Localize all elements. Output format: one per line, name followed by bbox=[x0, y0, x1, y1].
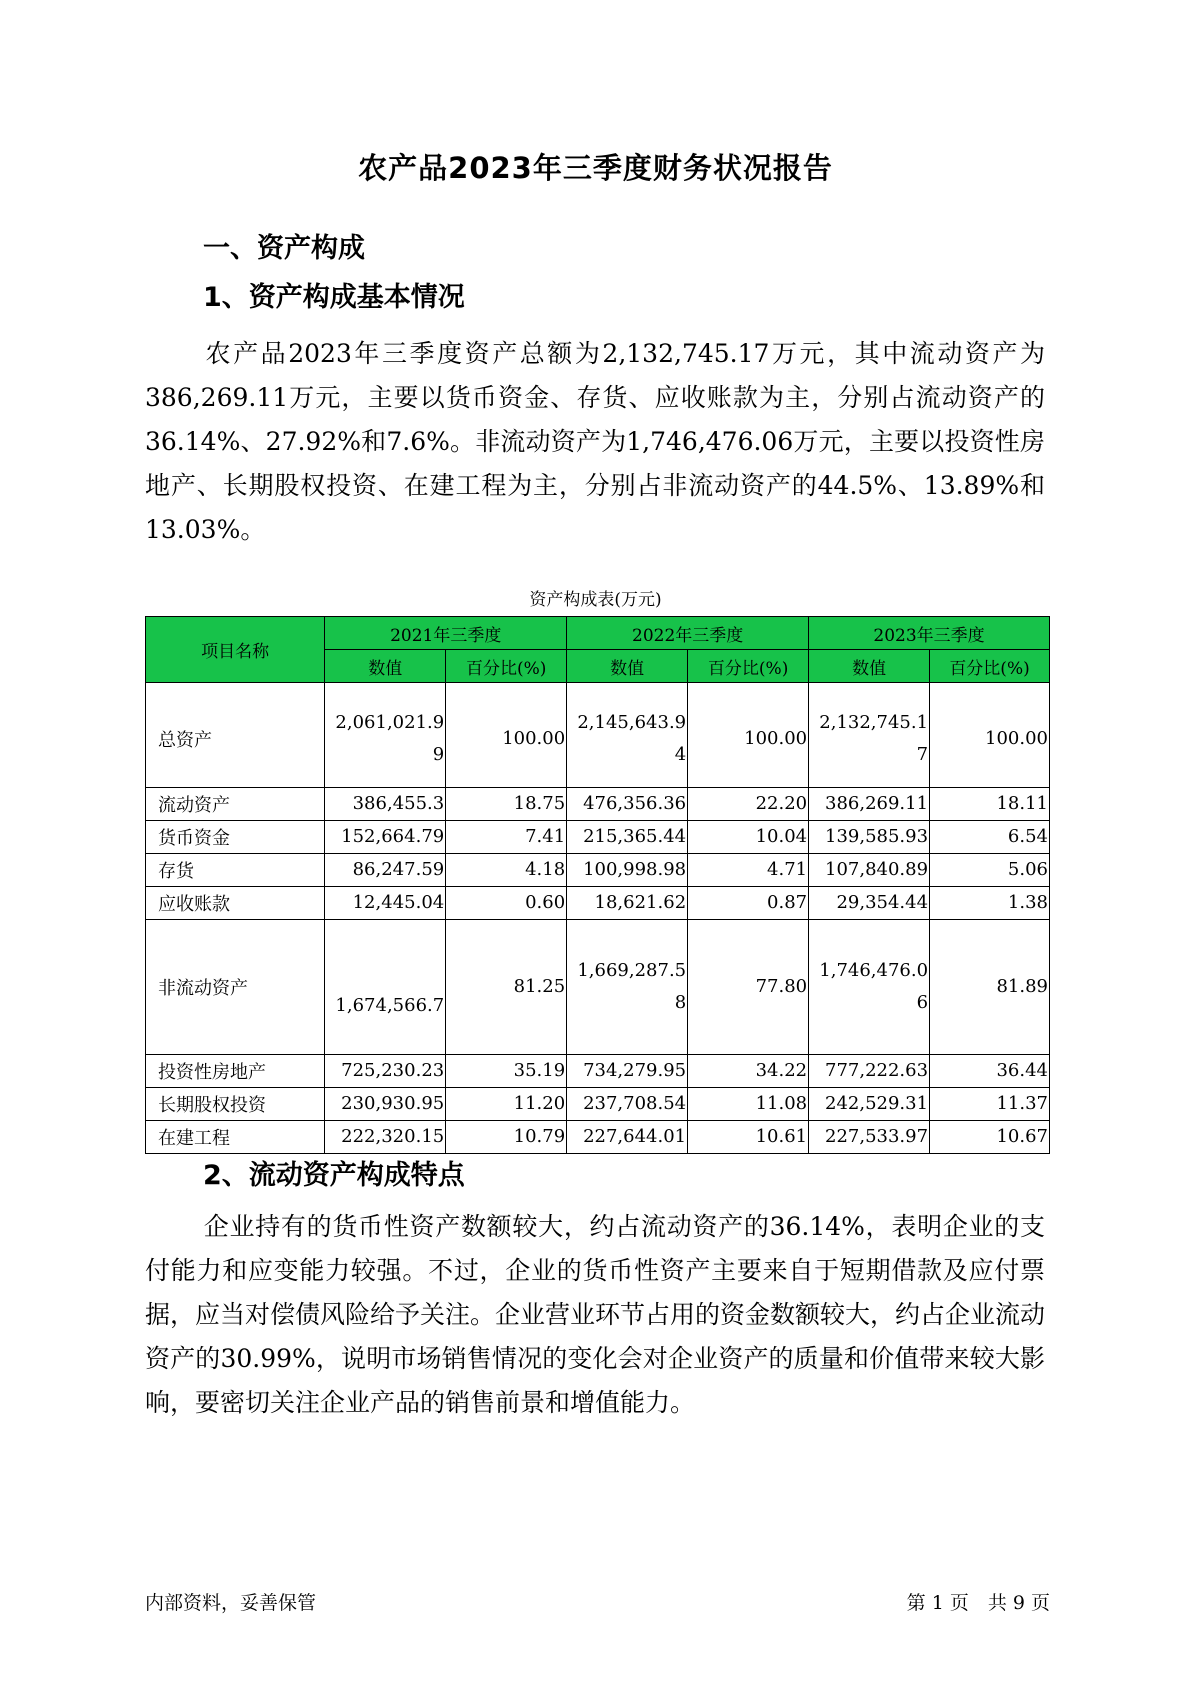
cell-percent-2023: 81.89 bbox=[930, 920, 1050, 1055]
cell-percent-2021: 7.41 bbox=[446, 821, 567, 854]
cell-value-2022: 237,708.54 bbox=[567, 1088, 688, 1121]
table-row bbox=[146, 1088, 1050, 1121]
cell-percent-2023: 6.54 bbox=[930, 821, 1050, 854]
paragraph-text: 农产品2023年三季度资产总额为2,132,745.17万元，其中流动资产为386,269.11万元，主要以货币资金、存货、应收账款为主，分别占流动资产的36.14%、27.92%和7.6%。非流动资产为1,746,476.06万元，主要以投资性房地产、长期股权投资、在建工程为主，分别占非流动资产的44.5%、13.89%和13.03%。 bbox=[145, 339, 1045, 544]
cell-value-2021: 725,230.23 bbox=[325, 1055, 446, 1088]
table-row bbox=[146, 821, 1050, 854]
cell-percent-2023: 18.11 bbox=[930, 788, 1050, 821]
cell-percent-2023: 100.00 bbox=[930, 683, 1050, 788]
cell-value-2021: 230,930.95 bbox=[325, 1088, 446, 1121]
table-row bbox=[146, 920, 1050, 1055]
cell-value-2022: 18,621.62 bbox=[567, 887, 688, 920]
cell-percent-2021: 11.20 bbox=[446, 1088, 567, 1121]
cell-percent-2021: 18.75 bbox=[446, 788, 567, 821]
cell-percent-2023: 10.67 bbox=[930, 1121, 1050, 1154]
cell-value-2022: 215,365.44 bbox=[567, 821, 688, 854]
cell-percent-2022: 77.80 bbox=[688, 920, 809, 1055]
cell-value-2023: 139,585.93 bbox=[809, 821, 930, 854]
cell-value-2023: 227,533.97 bbox=[809, 1121, 930, 1154]
cell-percent-2022: 0.87 bbox=[688, 887, 809, 920]
cell-percent-2021: 81.25 bbox=[446, 920, 567, 1055]
asset-composition-table bbox=[145, 616, 1050, 1154]
header-percent: 百分比(%) bbox=[930, 650, 1050, 683]
cell-value-2023: 107,840.89 bbox=[809, 854, 930, 887]
cell-value-2022: 734,279.95 bbox=[567, 1055, 688, 1088]
cell-value-2023: 1,746,476.06 bbox=[809, 920, 930, 1055]
row-name: 长期股权投资 bbox=[146, 1088, 325, 1121]
cell-percent-2022: 10.04 bbox=[688, 821, 809, 854]
header-item-name: 项目名称 bbox=[146, 617, 325, 683]
cell-value-2023: 242,529.31 bbox=[809, 1088, 930, 1121]
subsection-heading-current-assets: 2、流动资产构成特点 bbox=[203, 1160, 465, 1191]
subsection-heading-basic: 1、资产构成基本情况 bbox=[203, 282, 465, 313]
row-name: 存货 bbox=[146, 854, 325, 887]
cell-value-2021: 386,455.3 bbox=[325, 788, 446, 821]
cell-percent-2021: 0.60 bbox=[446, 887, 567, 920]
footer-page-number: 第 1 页 共 9 页 bbox=[906, 1592, 1050, 1614]
row-name: 应收账款 bbox=[146, 887, 325, 920]
cell-value-2023: 2,132,745.17 bbox=[809, 683, 930, 788]
cell-value-2022: 100,998.98 bbox=[567, 854, 688, 887]
row-name: 流动资产 bbox=[146, 788, 325, 821]
cell-value-2021: 12,445.04 bbox=[325, 887, 446, 920]
cell-percent-2022: 22.20 bbox=[688, 788, 809, 821]
cell-percent-2021: 100.00 bbox=[446, 683, 567, 788]
header-period-2022: 2022年三季度 bbox=[567, 617, 809, 650]
cell-value-2022: 476,356.36 bbox=[567, 788, 688, 821]
header-percent: 百分比(%) bbox=[446, 650, 567, 683]
cell-value-2021: 222,320.15 bbox=[325, 1121, 446, 1154]
cell-percent-2022: 4.71 bbox=[688, 854, 809, 887]
paragraph-asset-overview bbox=[145, 332, 1045, 552]
row-name: 投资性房地产 bbox=[146, 1055, 325, 1088]
cell-value-2023: 29,354.44 bbox=[809, 887, 930, 920]
cell-percent-2023: 1.38 bbox=[930, 887, 1050, 920]
header-period-2023: 2023年三季度 bbox=[809, 617, 1050, 650]
cell-percent-2022: 11.08 bbox=[688, 1088, 809, 1121]
table-row bbox=[146, 854, 1050, 887]
footer-confidential-note: 内部资料，妥善保管 bbox=[145, 1592, 317, 1614]
section-heading-assets: 一、资产构成 bbox=[203, 233, 365, 264]
cell-value-2023: 777,222.63 bbox=[809, 1055, 930, 1088]
header-value: 数值 bbox=[567, 650, 688, 683]
table-row bbox=[146, 887, 1050, 920]
page-title: 农产品2023年三季度财务状况报告 bbox=[358, 151, 833, 185]
paragraph-current-assets bbox=[145, 1205, 1045, 1425]
cell-value-2023: 386,269.11 bbox=[809, 788, 930, 821]
cell-percent-2023: 5.06 bbox=[930, 854, 1050, 887]
header-period-2021: 2021年三季度 bbox=[325, 617, 567, 650]
table-row bbox=[146, 1121, 1050, 1154]
row-name: 在建工程 bbox=[146, 1121, 325, 1154]
header-percent: 百分比(%) bbox=[688, 650, 809, 683]
cell-percent-2023: 36.44 bbox=[930, 1055, 1050, 1088]
paragraph-text: 企业持有的货币性资产数额较大，约占流动资产的36.14%，表明企业的支付能力和应变能力较强。不过，企业的货币性资产主要来自于短期借款及应付票据，应当对偿债风险给予关注。企业营业环节占用的资金数额较大，约占企业流动资产的30.99%，说明市场销售情况的变化会对企业资产的质量和价值带来较大影响，要密切关注企业产品的销售前景和增值能力。 bbox=[145, 1212, 1046, 1417]
cell-value-2021: 2,061,021.99 bbox=[325, 683, 446, 788]
cell-percent-2021: 10.79 bbox=[446, 1121, 567, 1154]
row-name: 总资产 bbox=[146, 683, 325, 788]
cell-percent-2021: 35.19 bbox=[446, 1055, 567, 1088]
cell-value-2021: 1,674,566.7 bbox=[325, 920, 446, 1055]
cell-percent-2022: 100.00 bbox=[688, 683, 809, 788]
cell-value-2021: 152,664.79 bbox=[325, 821, 446, 854]
table-caption: 资产构成表(万元) bbox=[529, 590, 662, 610]
table-row bbox=[146, 1055, 1050, 1088]
cell-percent-2023: 11.37 bbox=[930, 1088, 1050, 1121]
cell-value-2022: 227,644.01 bbox=[567, 1121, 688, 1154]
row-name: 货币资金 bbox=[146, 821, 325, 854]
table-row bbox=[146, 683, 1050, 788]
header-value: 数值 bbox=[809, 650, 930, 683]
cell-value-2022: 2,145,643.94 bbox=[567, 683, 688, 788]
cell-percent-2021: 4.18 bbox=[446, 854, 567, 887]
cell-percent-2022: 34.22 bbox=[688, 1055, 809, 1088]
table-row bbox=[146, 788, 1050, 821]
cell-percent-2022: 10.61 bbox=[688, 1121, 809, 1154]
cell-value-2022: 1,669,287.58 bbox=[567, 920, 688, 1055]
header-value: 数值 bbox=[325, 650, 446, 683]
row-name: 非流动资产 bbox=[146, 920, 325, 1055]
cell-value-2021: 86,247.59 bbox=[325, 854, 446, 887]
